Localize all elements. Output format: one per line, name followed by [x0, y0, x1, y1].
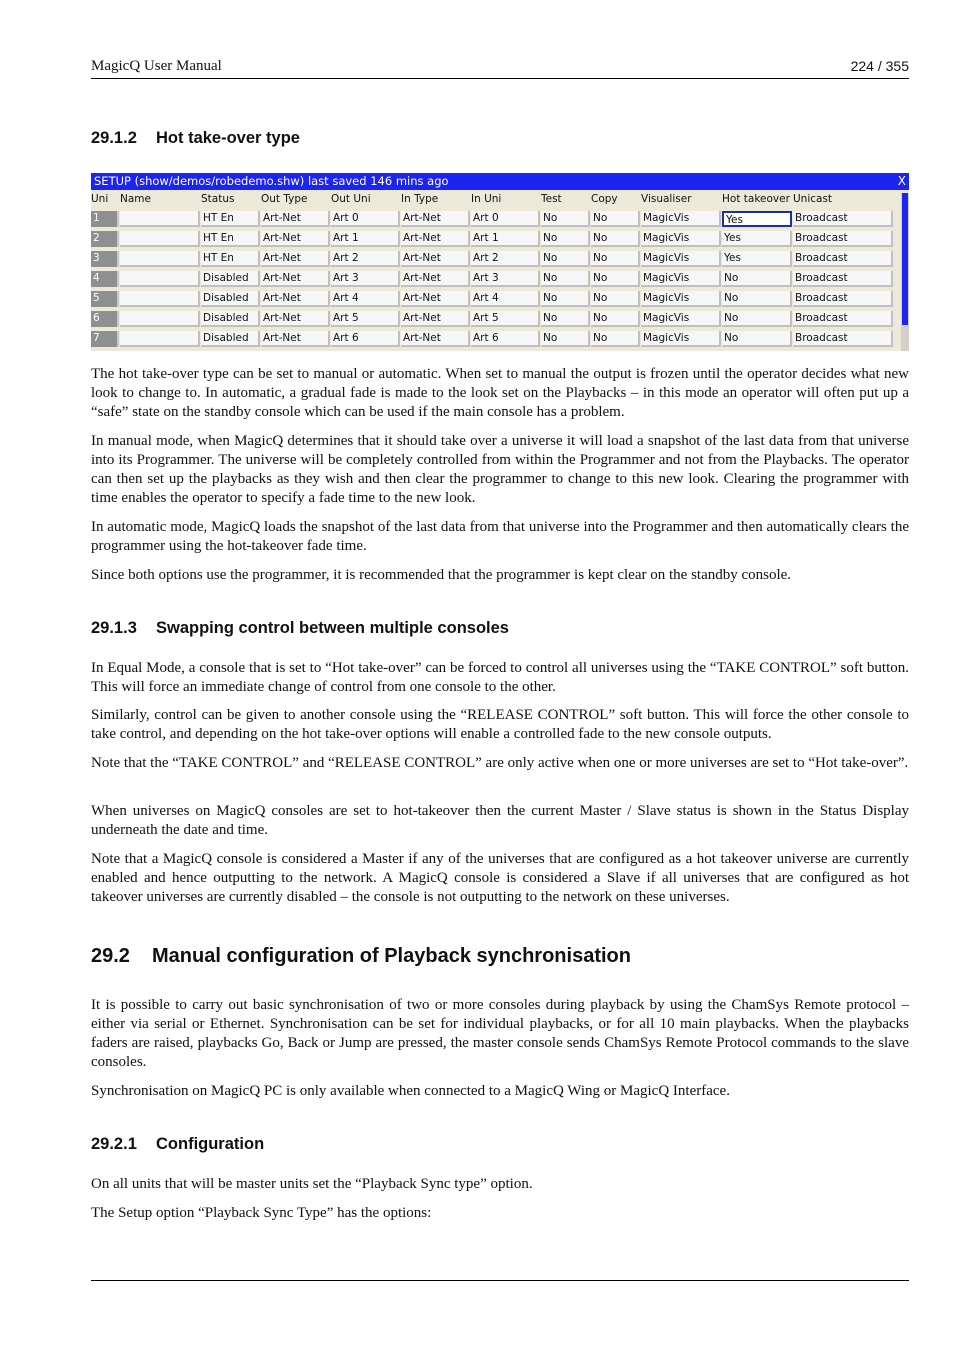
window-title: SETUP (show/demos/robedemo.shw) last saved 146 mins ago [94, 174, 449, 188]
cell-name[interactable] [120, 311, 200, 327]
cell-hot-takeover[interactable]: No [722, 291, 792, 307]
section-heading-29-1-2 [91, 129, 300, 148]
paragraph: On all units that will be master units set the “Playback Sync type” option. [91, 1176, 533, 1192]
cell-in-type[interactable]: Art-Net [401, 211, 470, 227]
cell-in-type[interactable]: Art-Net [401, 291, 470, 307]
cell-hot-takeover[interactable]: Yes [722, 231, 792, 247]
cell-hot-takeover[interactable]: No [722, 271, 792, 287]
cell-uni[interactable]: 4 [91, 271, 119, 287]
column-header-visualiser: Visualiser [641, 193, 692, 205]
cell-name[interactable] [120, 331, 200, 347]
cell-copy[interactable]: No [591, 231, 640, 247]
cell-uni[interactable]: 6 [91, 311, 119, 327]
cell-out-type[interactable]: Art-Net [261, 291, 330, 307]
paragraph: Note that the “TAKE CONTROL” and “RELEASE CONTROL” are only active when one or more universes are set to “Hot take-over”. [91, 755, 909, 771]
cell-visualiser[interactable]: MagicVis [641, 211, 721, 227]
cell-test[interactable]: No [541, 291, 590, 307]
paragraph: Note that a MagicQ console is considered a Master if any of the universes that are configured as a hot takeover universe are currently enabled and hence outputting to the network. A MagicQ console is considered a Slave if all universes that are configured as hot takeover universes are currently disabled – the console is not outputting to the network on these universes. [91, 851, 909, 905]
cell-test[interactable]: No [541, 311, 590, 327]
section-title: Hot take-over type [156, 129, 300, 147]
cell-in-uni[interactable]: Art 4 [471, 291, 540, 307]
paragraph: Similarly, control can be given to another console using the “RELEASE CONTROL” soft button. This will force the other console to take control, and depending on the hot take-over options will enable a controlled fade to the new console outputs. [91, 707, 909, 742]
cell-copy[interactable]: No [591, 331, 640, 347]
cell-copy[interactable]: No [591, 211, 640, 227]
cell-in-uni[interactable]: Art 5 [471, 311, 540, 327]
column-header-name: Name [120, 193, 151, 205]
cell-visualiser[interactable]: MagicVis [641, 291, 721, 307]
page-number: 224 / 355 [850, 58, 909, 74]
cell-unicast[interactable]: Broadcast [793, 231, 893, 247]
cell-unicast[interactable]: Broadcast [793, 291, 893, 307]
section-heading-29-1-3 [91, 619, 509, 638]
column-header-in-type: In Type [401, 193, 439, 205]
cell-status[interactable]: HT En [201, 231, 260, 247]
cell-status[interactable]: Disabled [201, 311, 260, 327]
cell-out-uni[interactable]: Art 4 [331, 291, 400, 307]
cell-in-uni[interactable]: Art 3 [471, 271, 540, 287]
cell-visualiser[interactable]: MagicVis [641, 311, 721, 327]
column-header-out-uni: Out Uni [331, 193, 371, 205]
cell-uni[interactable]: 2 [91, 231, 119, 247]
manual-title: MagicQ User Manual [91, 58, 222, 74]
cell-visualiser[interactable]: MagicVis [641, 271, 721, 287]
cell-out-uni[interactable]: Art 2 [331, 251, 400, 267]
cell-uni[interactable]: 7 [91, 331, 119, 347]
cell-name[interactable] [120, 211, 200, 227]
cell-copy[interactable]: No [591, 251, 640, 267]
paragraph: Synchronisation on MagicQ PC is only available when connected to a MagicQ Wing or MagicQ Interface. [91, 1083, 730, 1099]
cell-out-uni[interactable]: Art 0 [331, 211, 400, 227]
column-header-copy: Copy [591, 193, 618, 205]
cell-out-type[interactable]: Art-Net [261, 271, 330, 287]
section-title: Swapping control between multiple consoles [156, 619, 509, 637]
cell-test[interactable]: No [541, 271, 590, 287]
cell-status[interactable]: Disabled [201, 331, 260, 347]
section-title: Manual configuration of Playback synchronisation [152, 945, 631, 967]
cell-visualiser[interactable]: MagicVis [641, 331, 721, 347]
section-title: Configuration [156, 1135, 265, 1153]
column-header-status: Status [201, 193, 235, 205]
cell-status[interactable]: HT En [201, 251, 260, 267]
paragraph: When universes on MagicQ consoles are set to hot-takeover then the current Master / Slave status is shown in the Status Display underneath the date and time. [91, 803, 909, 838]
cell-test[interactable]: No [541, 331, 590, 347]
cell-in-type[interactable]: Art-Net [401, 331, 470, 347]
cell-unicast[interactable]: Broadcast [793, 211, 893, 227]
section-number: 29.2 [91, 945, 130, 967]
cell-status[interactable]: HT En [201, 211, 260, 227]
cell-uni[interactable]: 5 [91, 291, 119, 307]
cell-in-uni[interactable]: Art 1 [471, 231, 540, 247]
cell-hot-takeover[interactable]: No [722, 311, 792, 327]
paragraph: In automatic mode, MagicQ loads the snapshot of the last data from that universe into the Programmer and then automatically clears the programmer using the hot-takeover fade time. [91, 519, 909, 554]
cell-out-uni[interactable]: Art 5 [331, 311, 400, 327]
cell-in-type[interactable]: Art-Net [401, 311, 470, 327]
cell-out-uni[interactable]: Art 6 [331, 331, 400, 347]
cell-in-uni[interactable]: Art 0 [471, 211, 540, 227]
column-header-in-uni: In Uni [471, 193, 502, 205]
section-number: 29.1.2 [91, 129, 137, 147]
cell-copy[interactable]: No [591, 311, 640, 327]
cell-in-type[interactable]: Art-Net [401, 251, 470, 267]
cell-name[interactable] [120, 251, 200, 267]
cell-out-type[interactable]: Art-Net [261, 231, 330, 247]
cell-test[interactable]: No [541, 231, 590, 247]
cell-in-type[interactable]: Art-Net [401, 271, 470, 287]
paragraph: It is possible to carry out basic synchronisation of two or more consoles during playback by using the ChamSys Remote protocol – either via serial or Ethernet. Synchronisation can be set for individual playbacks, or for all 10 main playbacks. When the playbacks faders are raised, playbacks Go, Back or Jump are pressed, the master console sends ChamSys Remote Protocol commands to the slave consoles. [91, 997, 909, 1070]
close-icon[interactable]: X [897, 174, 906, 188]
cell-out-type[interactable]: Art-Net [261, 311, 330, 327]
cell-copy[interactable]: No [591, 271, 640, 287]
section-number: 29.1.3 [91, 619, 137, 637]
cell-test[interactable]: No [541, 251, 590, 267]
paragraph: In manual mode, when MagicQ determines that it should take over a universe it will load a snapshot of the last data from that universe into its Programmer. The universe will be completely controlled from within the Programmer and not from the Playbacks. The operator can then set up the playbacks as they wish and then clear the programmer to change to this new look. Clearing the programmer with time enables the operator to specify a fade time to the new look. [91, 433, 909, 506]
cell-unicast[interactable]: Broadcast [793, 251, 893, 267]
cell-unicast[interactable]: Broadcast [793, 311, 893, 327]
cell-name[interactable] [120, 271, 200, 287]
cell-visualiser[interactable]: MagicVis [641, 251, 721, 267]
cell-hot-takeover[interactable]: Yes [722, 251, 792, 267]
page-footer-rule [91, 1280, 909, 1281]
cell-hot-takeover[interactable]: No [722, 331, 792, 347]
cell-out-type[interactable]: Art-Net [261, 331, 330, 347]
column-header-out-type: Out Type [261, 193, 308, 205]
window-titlebar [91, 173, 909, 190]
column-header-test: Test [541, 193, 562, 205]
paragraph: In Equal Mode, a console that is set to “Hot take-over” can be forced to control all universes using the “TAKE CONTROL” soft button. This will force an immediate change of control from one console to the other. [91, 660, 909, 695]
cell-name[interactable] [120, 231, 200, 247]
cell-unicast[interactable]: Broadcast [793, 331, 893, 347]
setup-window-screenshot [91, 173, 909, 351]
paragraph: Since both options use the programmer, it is recommended that the programmer is kept clear on the standby console. [91, 567, 792, 583]
section-heading-29-2 [91, 945, 631, 968]
cell-out-type[interactable]: Art-Net [261, 251, 330, 267]
cell-out-uni[interactable]: Art 3 [331, 271, 400, 287]
cell-in-uni[interactable]: Art 2 [471, 251, 540, 267]
scrollbar[interactable] [901, 193, 909, 351]
cell-status[interactable]: Disabled [201, 271, 260, 287]
column-header-uni: Uni [91, 193, 109, 205]
cell-in-type[interactable]: Art-Net [401, 231, 470, 247]
cell-visualiser[interactable]: MagicVis [641, 231, 721, 247]
cell-status[interactable]: Disabled [201, 291, 260, 307]
cell-unicast[interactable]: Broadcast [793, 271, 893, 287]
paragraph: The hot take-over type can be set to manual or automatic. When set to manual the output is frozen until the operator decides what new look to change to. In automatic, a gradual fade is made to the look set on the Playbacks – in this mode an operator will often put up a “safe” state on the standby console which can be used if the main console has a problem. [91, 366, 909, 420]
paragraph: The Setup option “Playback Sync Type” has the options: [91, 1205, 432, 1221]
cell-name[interactable] [120, 291, 200, 307]
column-header-hot-takeover: Hot takeover [722, 193, 790, 205]
cell-in-uni[interactable]: Art 6 [471, 331, 540, 347]
scrollbar-thumb[interactable] [902, 193, 908, 325]
cell-hot-takeover[interactable]: Yes [722, 211, 792, 227]
cell-out-type[interactable]: Art-Net [261, 211, 330, 227]
section-number: 29.2.1 [91, 1135, 137, 1153]
cell-test[interactable]: No [541, 211, 590, 227]
page-header [91, 58, 909, 79]
cell-uni[interactable]: 1 [91, 211, 119, 227]
column-header-unicast: Unicast [793, 193, 833, 205]
cell-out-uni[interactable]: Art 1 [331, 231, 400, 247]
cell-uni[interactable]: 3 [91, 251, 119, 267]
section-heading-29-2-1 [91, 1135, 264, 1154]
cell-copy[interactable]: No [591, 291, 640, 307]
